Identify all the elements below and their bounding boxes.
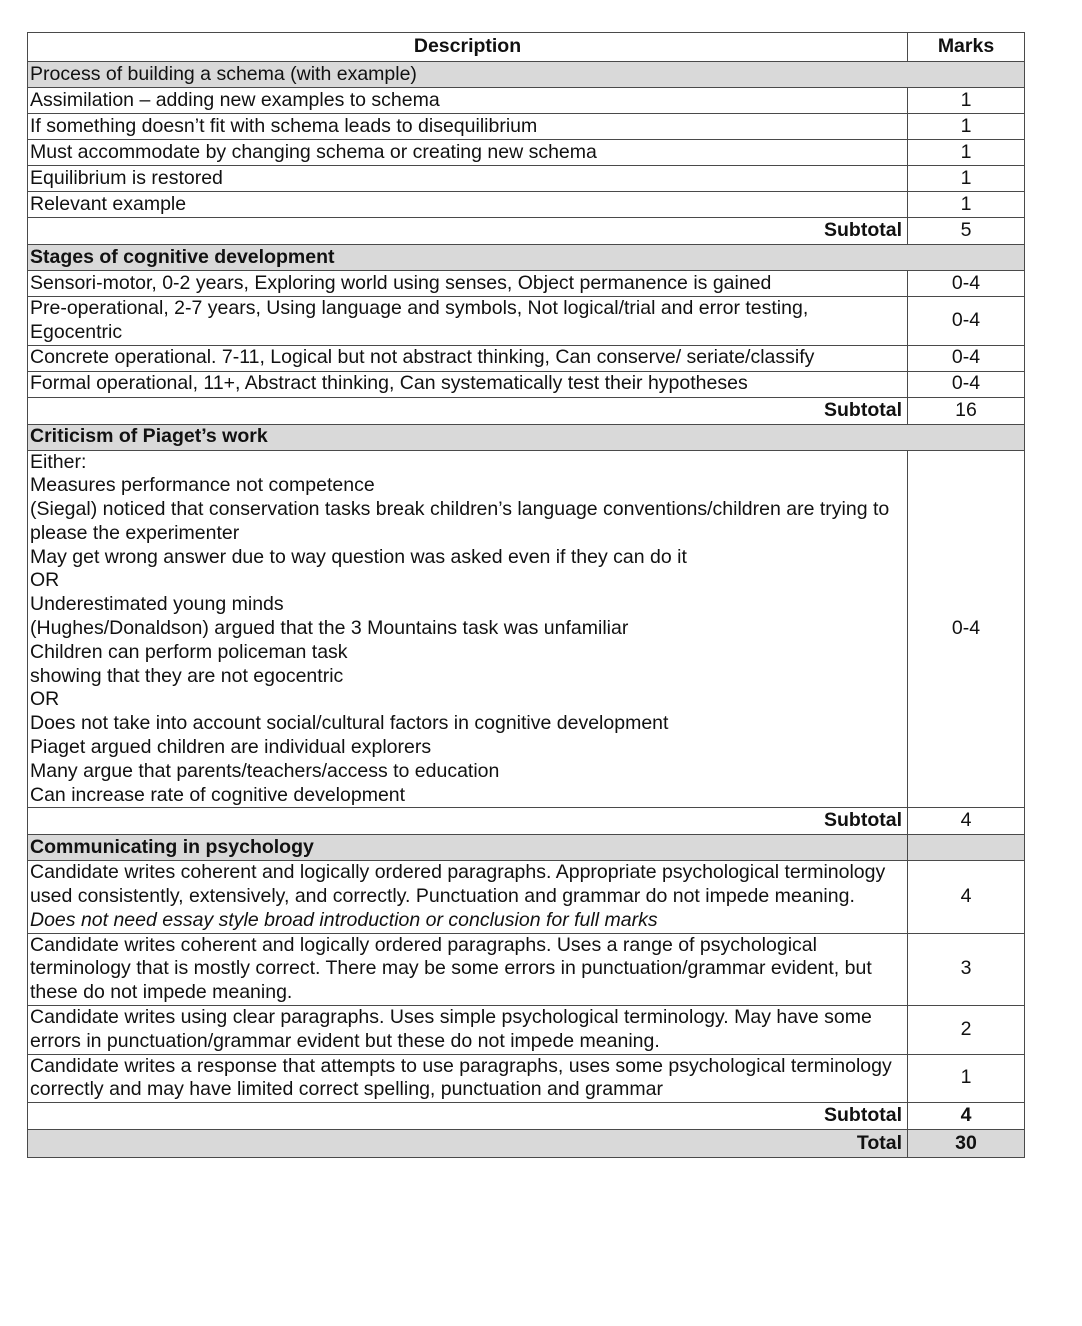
total-value: 30: [908, 1130, 1025, 1158]
criterion-text: Candidate writes a response that attempts to use paragraphs, uses some psychological terminology correctly and may have limited correct spelling, punctuation and grammar: [28, 1054, 908, 1103]
criterion-line: (Hughes/Donaldson) argued that the 3 Mountains task was unfamiliar: [30, 617, 629, 640]
criterion-mark: 1: [908, 114, 1025, 140]
criterion-text: Candidate writes coherent and logically ordered paragraphs. Uses a range of psychological terminology that is mostly correct. There may be some errors in punctuation/grammar evident, but these do not impede meaning.: [28, 933, 908, 1005]
section-marks-blank: [908, 835, 1025, 861]
subtotal-value: 5: [908, 218, 1025, 245]
subtotal-row: [28, 808, 1025, 835]
table-row: [28, 1005, 1025, 1054]
criterion-text: Pre-operational, 2-7 years, Using language and symbols, Not logical/trial and error testing, Egocentric: [28, 297, 908, 346]
criterion-line: OR: [30, 569, 60, 592]
criterion-line: OR: [30, 688, 60, 711]
criterion-text: Equilibrium is restored: [28, 166, 908, 192]
subtotal-label: Subtotal: [28, 808, 908, 835]
criterion-text: Relevant example: [28, 192, 908, 218]
criterion-text: Sensori-motor, 0-2 years, Exploring world using senses, Object permanence is gained: [28, 271, 908, 297]
subtotal-value: 16: [908, 397, 1025, 424]
table-row: [28, 450, 1025, 808]
marks-header: Marks: [908, 33, 1025, 62]
table-header-row: [28, 33, 1025, 62]
criterion-text: Concrete operational. 7-11, Logical but not abstract thinking, Can conserve/ seriate/classify: [28, 345, 908, 371]
criterion-mark: 1: [908, 140, 1025, 166]
subtotal-value: 4: [908, 1103, 1025, 1130]
criterion-text: If something doesn’t fit with schema leads to disequilibrium: [28, 114, 908, 140]
section-header-schema: [28, 62, 1025, 88]
criterion-line: Does not take into account social/cultural factors in cognitive development: [30, 712, 669, 735]
table-row: [28, 192, 1025, 218]
criterion-line: (Siegal) noticed that conservation tasks break children’s language conventions/children are trying to please the experimenter: [30, 498, 890, 544]
criterion-line: Either:: [30, 450, 87, 473]
criterion-line: Underestimated young minds: [30, 593, 284, 616]
section-title: Criticism of Piaget’s work: [28, 424, 1025, 450]
table-row: [28, 371, 1025, 397]
table-row: [28, 114, 1025, 140]
table-row: [28, 297, 1025, 346]
criterion-mark: 0-4: [908, 271, 1025, 297]
description-header: Description: [28, 33, 908, 62]
table-row: [28, 1054, 1025, 1103]
criterion-line: Many argue that parents/teachers/access to education: [30, 759, 500, 782]
criterion-mark: 0-4: [908, 371, 1025, 397]
criterion-mark: 3: [908, 933, 1025, 1005]
criterion-mark: 0-4: [908, 450, 1025, 808]
criterion-text: Must accommodate by changing schema or creating new schema: [28, 140, 908, 166]
criterion-text: Assimilation – adding new examples to schema: [28, 88, 908, 114]
subtotal-row: [28, 1103, 1025, 1130]
total-row: [28, 1130, 1025, 1158]
criterion-mark: 2: [908, 1005, 1025, 1054]
table-row: [28, 88, 1025, 114]
criterion-mark: 0-4: [908, 297, 1025, 346]
subtotal-label: Subtotal: [28, 1103, 908, 1130]
criterion-text: [28, 861, 908, 933]
section-header-stages: [28, 245, 1025, 271]
subtotal-value: 4: [908, 808, 1025, 835]
table-row: [28, 140, 1025, 166]
mark-scheme-table: [27, 32, 1025, 1158]
criterion-line: Measures performance not competence: [30, 474, 375, 497]
criterion-line: Children can perform policeman task: [30, 640, 348, 663]
criterion-line: Piaget argued children are individual explorers: [30, 735, 432, 758]
criterion-mark: 1: [908, 1054, 1025, 1103]
section-header-communicating: [28, 835, 1025, 861]
criterion-text: Formal operational, 11+, Abstract thinking, Can systematically test their hypotheses: [28, 371, 908, 397]
criterion-line: May get wrong answer due to way question was asked even if they can do it: [30, 545, 687, 568]
section-header-criticism: [28, 424, 1025, 450]
subtotal-row: [28, 218, 1025, 245]
subtotal-label: Subtotal: [28, 397, 908, 424]
section-title: Stages of cognitive development: [28, 245, 1025, 271]
criterion-note: Does not need essay style broad introduction or conclusion for full marks: [30, 908, 658, 931]
criterion-text: [28, 450, 908, 808]
section-title: Communicating in psychology: [28, 835, 908, 861]
subtotal-label: Subtotal: [28, 218, 908, 245]
section-title: Process of building a schema (with example): [28, 62, 1025, 88]
table-row: [28, 166, 1025, 192]
criterion-mark: 1: [908, 88, 1025, 114]
criterion-line: Candidate writes coherent and logically ordered paragraphs. Appropriate psychological terminology used consistently, extensively, and correctly. Punctuation and grammar do not impede meaning.: [30, 861, 886, 908]
criterion-line: Can increase rate of cognitive development: [30, 783, 406, 806]
table-row: [28, 271, 1025, 297]
criterion-text: Candidate writes using clear paragraphs. Uses simple psychological terminology. May have some errors in punctuation/grammar evident but these do not impede meaning.: [28, 1005, 908, 1054]
criterion-mark: 1: [908, 166, 1025, 192]
table-row: [28, 861, 1025, 933]
subtotal-row: [28, 397, 1025, 424]
table-row: [28, 345, 1025, 371]
criterion-mark: 0-4: [908, 345, 1025, 371]
table-row: [28, 933, 1025, 1005]
total-label: Total: [28, 1130, 908, 1158]
criterion-mark: 4: [908, 861, 1025, 933]
criterion-line: showing that they are not egocentric: [30, 664, 344, 687]
criterion-mark: 1: [908, 192, 1025, 218]
